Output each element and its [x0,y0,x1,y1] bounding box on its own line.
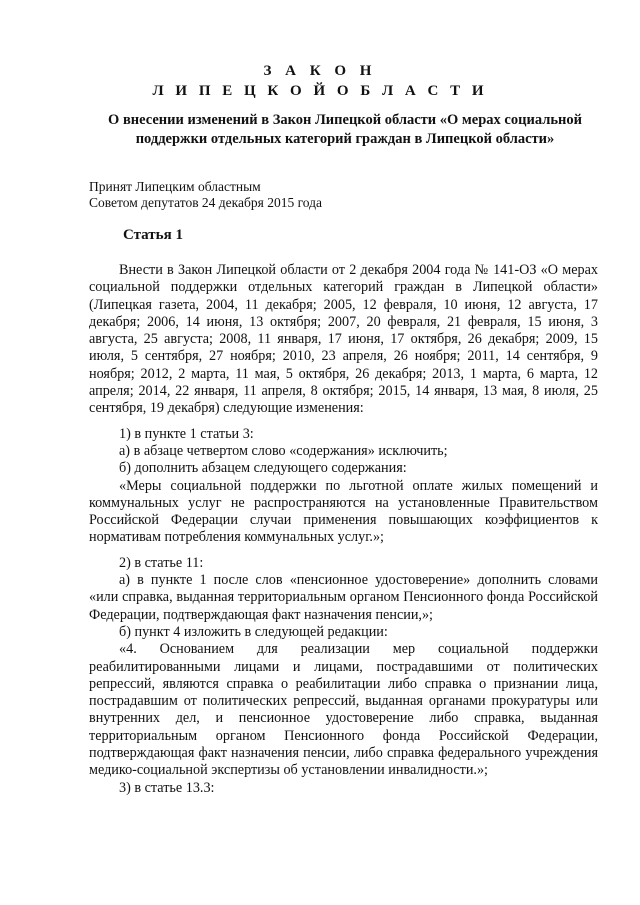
paragraph-item-1: 1) в пункте 1 статьи 3: [119,425,254,442]
paragraph-item-1a: а) в абзаце четвертом слово «содержания» исключить; [119,442,448,459]
article-heading: Статья 1 [123,227,183,243]
paragraph-quote-2: «4. Основанием для реализации мер социальной поддержки реабилитированными лицами и лицами, пострадавшими от политических репрессий, являются справка о реабилитации либо справка о признании лица, пострадавшим от политических репрессий, выданная органами прокуратуры или внутренних дел, и пенсионное удостоверение либо справка, выданная территориальным органом Пенсионного фонда Российской Федерации, подтверждающая факт назначения пенсии, либо справка федерального учреждения медико-социальной экспертизы об установлении инвалидности.»; [89,641,598,779]
adoption-line-1: Принят Липецким областным [89,179,261,194]
paragraph-intro: Внести в Закон Липецкой области от 2 декабря 2004 года № 141-ОЗ «О мерах социальной поддержки отдельных категорий граждан в Липецкой области» (Липецкая газета, 2004, 11 декабря; 2005, 12 февраля, 10 июня, 12 августа, 17 декабря; 2006, 14 июня, 13 октября; 2007, 20 февраля, 21 февраля, 15 июня, 3 августа, 25 августа; 2008, 11 января, 17 июня, 17 октября, 26 декабря; 2009, 15 июля, 5 сентября, 27 ноября; 2010, 23 апреля, 26 ноября; 2011, 14 сентября, 9 ноября; 2012, 2 марта, 11 мая, 5 октября, 26 декабря; 2013, 1 марта, 6 марта, 12 апреля; 2014, 22 января, 11 апреля, 8 октября; 2015, 14 января, 13 мая, 8 июля, 25 сентября, 19 декабря) следующие изменения: [89,262,598,417]
paragraph-item-3: 3) в статье 13.3: [119,779,215,796]
law-heading: З А К О Н [263,63,377,79]
paragraph-item-2: 2) в статье 11: [119,554,204,571]
paragraph-quote-1: «Меры социальной поддержки по льготной оплате жилых помещений и коммунальных услуг не распространяются на установленные Правительством Российской Федерации случаи применения повышающих коэффициентов к нормативам потребления коммунальных услуг.»; [89,477,598,546]
paragraph-item-2b: б) пункт 4 изложить в следующей редакции: [119,623,388,640]
law-title: О внесении изменений в Закон Липецкой области «О мерах социальной поддержки отдельных категорий граждан в Липецкой области» [108,112,582,147]
adoption-line-2: Советом депутатов 24 декабря 2015 года [89,195,323,210]
adoption-note [89,179,322,211]
paragraph-item-2a: а) в пункте 1 после слов «пенсионное удостоверение» дополнить словами «или справка, выданная территориальным органом Пенсионного фонда Российской Федерации, подтверждающая факт назначения пенсии,»; [89,572,598,623]
article-body [89,262,598,797]
paragraph-item-1b: б) дополнить абзацем следующего содержания: [119,460,407,477]
region-heading: Л И П Е Ц К О Й О Б Л А С Т И [152,83,488,99]
